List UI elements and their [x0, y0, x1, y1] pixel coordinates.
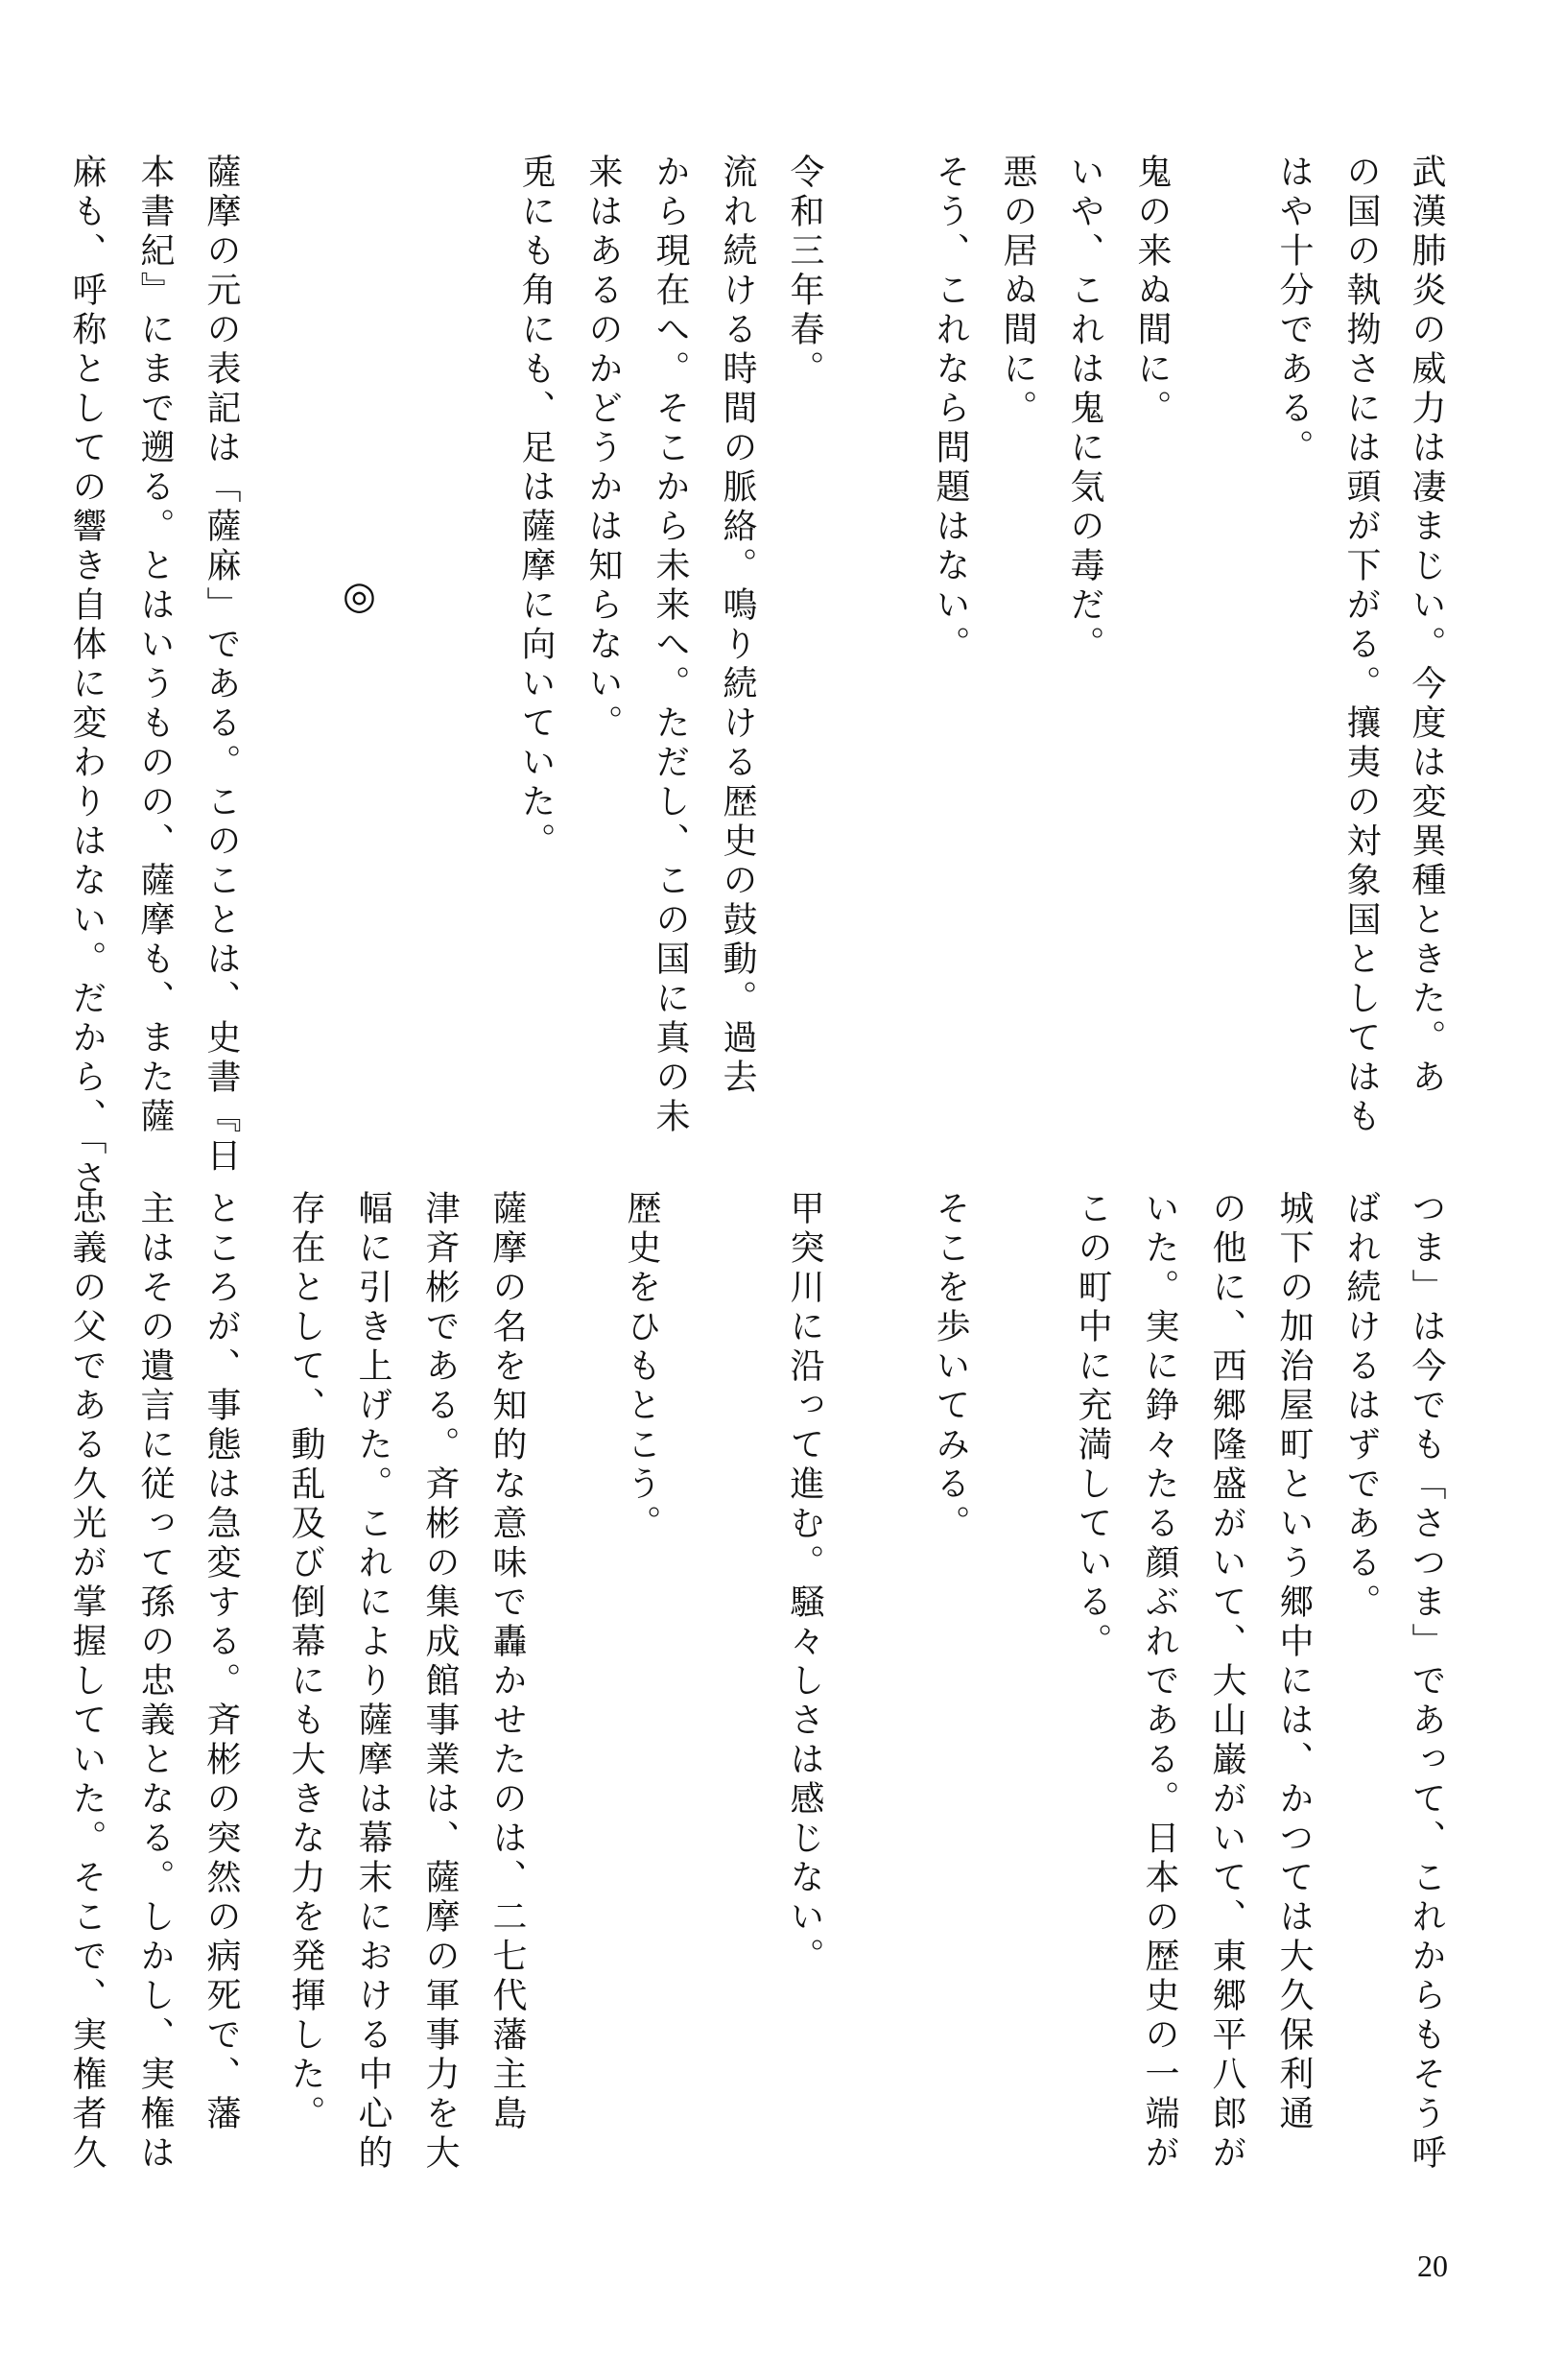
text-column: つま」は今でも「さつま」であって、これからもそう呼	[1407, 1190, 1446, 2174]
text-column: 存在として、動乱及び倒幕にも大きな力を発揮した。	[286, 1190, 325, 2134]
text-column: ところが、事態は急変する。斉彬の突然の病死で、藩	[202, 1190, 241, 2134]
text-column: 来はあるのかどうかは知らない。	[583, 154, 623, 744]
text-column: いや、これは鬼に気の毒だ。	[1065, 154, 1104, 665]
text-column: 城下の加治屋町という郷中には、かつては大久保利通	[1274, 1190, 1314, 2134]
text-column: 幅に引き上げた。これにより薩摩は幕末における中心的	[353, 1190, 392, 2174]
text-column: 薩摩の元の表記は「薩麻」である。このことは、史書『日	[202, 154, 241, 1177]
text-column: 鬼の来ぬ間に。	[1132, 154, 1172, 429]
text-column: 悪の居ぬ間に。	[998, 154, 1037, 429]
text-column: 本書紀』にまで遡る。とはいうものの、薩摩も、また薩	[135, 154, 175, 1137]
text-column: 忠義の父である久光が掌握していた。そこで、実権者久	[67, 1190, 107, 2174]
text-column: いた。実に錚々たる顔ぶれである。日本の歴史の一端が	[1140, 1190, 1179, 2174]
text-column: 麻も、呼称としての響き自体に変わりはない。だから、「さ	[67, 154, 107, 1199]
text-column: 流れ続ける時間の脈絡。鳴り続ける歴史の鼓動。過去	[718, 154, 757, 1098]
text-column: ばれ続けるはずである。	[1341, 1190, 1381, 1623]
text-column: はや十分である。	[1274, 154, 1314, 468]
text-column: の国の執拗さには頭が下がる。攘夷の対象国としてはも	[1341, 154, 1381, 1137]
text-column: の他に、西郷隆盛がいて、大山巌がいて、東郷平八郎が	[1207, 1190, 1246, 2174]
text-column: 甲突川に沿って進む。騒々しさは感じない。	[785, 1190, 824, 1977]
text-column: そう、これなら問題はない。	[931, 154, 970, 665]
text-column: 兎にも角にも、足は薩摩に向いていた。	[516, 154, 556, 862]
text-column: 薩摩の名を知的な意味で轟かせたのは、二七代藩主島	[487, 1190, 527, 2134]
text-column: から現在へ。そこから未来へ。ただし、この国に真の未	[651, 154, 690, 1137]
text-column: 武漢肺炎の威力は凄まじい。今度は変異種ときた。あ	[1407, 154, 1446, 1098]
section-break-symbol: ◎	[343, 574, 376, 618]
text-column: 主はその遺言に従って孫の忠義となる。しかし、実権は	[135, 1190, 175, 2174]
text-column: 津斉彬である。斉彬の集成館事業は、薩摩の軍事力を大	[420, 1190, 460, 2174]
text-column: 令和三年春。	[785, 154, 824, 390]
text-column: この町中に充満している。	[1073, 1190, 1112, 1662]
text-column: 歴史をひもとこう。	[622, 1190, 661, 1544]
page-number: 20	[1417, 2249, 1448, 2283]
text-column: そこを歩いてみる。	[931, 1190, 970, 1544]
